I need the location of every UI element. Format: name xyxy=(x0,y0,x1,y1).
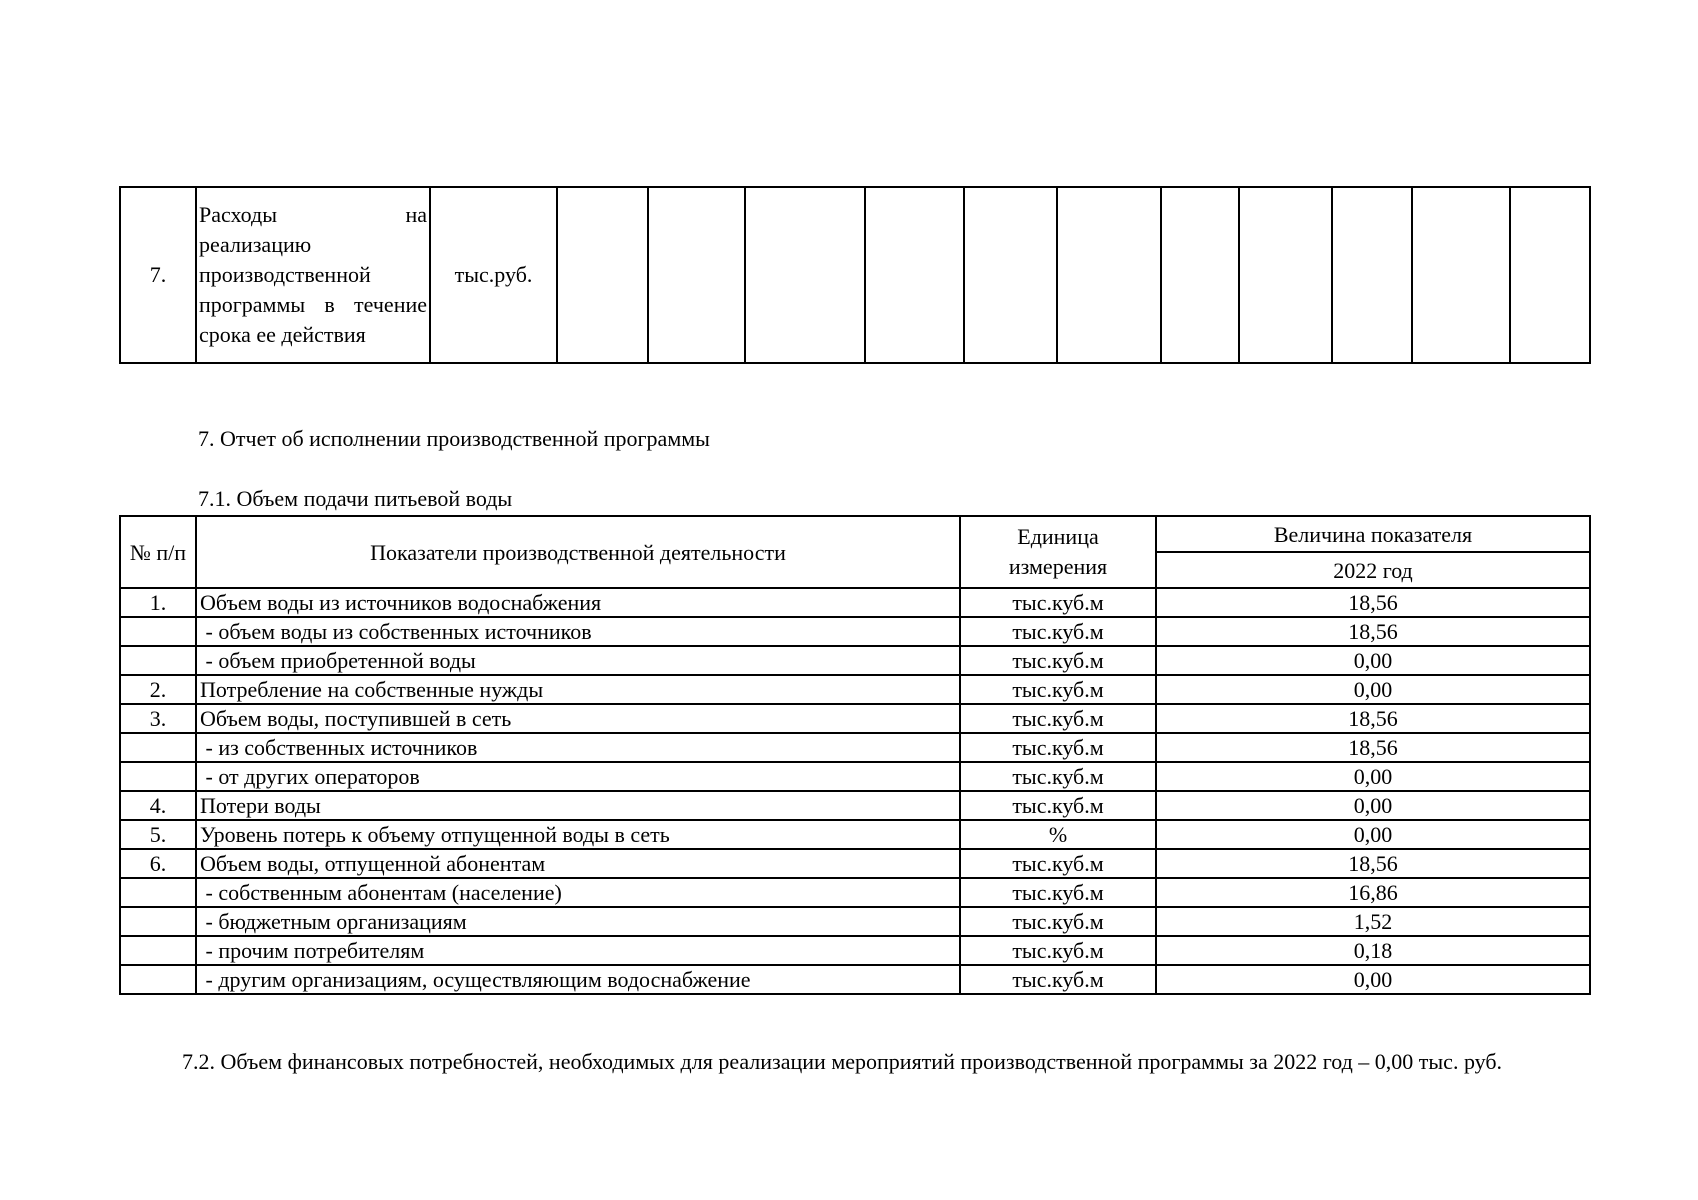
table-row xyxy=(120,617,1590,646)
row-value: 18,56 xyxy=(1156,704,1590,733)
row-indicator: - объем воды из собственных источников xyxy=(196,617,960,646)
row-value: 0,00 xyxy=(1156,791,1590,820)
top-row-empty-cell xyxy=(1332,187,1412,363)
top-row-name-line: срока ее действия xyxy=(199,322,366,347)
table-row xyxy=(120,733,1590,762)
row-unit: тыс.куб.м xyxy=(960,907,1156,936)
table-row xyxy=(120,849,1590,878)
table-row xyxy=(120,704,1590,733)
row-indicator: - из собственных источников xyxy=(196,733,960,762)
row-num: 6. xyxy=(120,849,196,878)
row-unit: тыс.куб.м xyxy=(960,762,1156,791)
table-row xyxy=(120,907,1590,936)
row-indicator: - бюджетным организациям xyxy=(196,907,960,936)
top-row-name-line: реализацию xyxy=(199,232,312,257)
top-row-empty-cell xyxy=(745,187,865,363)
table-row xyxy=(120,675,1590,704)
row-indicator: Уровень потерь к объему отпущенной воды в сеть xyxy=(196,820,960,849)
row-value: 1,52 xyxy=(1156,907,1590,936)
row-value: 0,00 xyxy=(1156,646,1590,675)
top-row-empty-cell xyxy=(1239,187,1332,363)
top-row-empty-cell xyxy=(964,187,1057,363)
row-num xyxy=(120,646,196,675)
row-indicator: - прочим потребителям xyxy=(196,936,960,965)
row-indicator: - другим организациям, осуществляющим водоснабжение xyxy=(196,965,960,994)
water-supply-table xyxy=(119,515,1591,995)
top-row-name-line: программы в течение xyxy=(199,292,427,317)
top-row-empty-cell xyxy=(1510,187,1590,363)
top-row-name xyxy=(196,187,430,363)
row-unit: тыс.куб.м xyxy=(960,675,1156,704)
row-unit: тыс.куб.м xyxy=(960,617,1156,646)
row-indicator: Потери воды xyxy=(196,791,960,820)
row-unit: тыс.куб.м xyxy=(960,849,1156,878)
top-row-number: 7. xyxy=(120,187,196,363)
row-value: 18,56 xyxy=(1156,849,1590,878)
table-row xyxy=(120,965,1590,994)
row-indicator: Потребление на собственные нужды xyxy=(196,675,960,704)
row-value: 0,00 xyxy=(1156,820,1590,849)
row-num: 1. xyxy=(120,588,196,617)
row-indicator: - собственным абонентам (население) xyxy=(196,878,960,907)
row-value: 0,00 xyxy=(1156,675,1590,704)
row-value: 0,00 xyxy=(1156,762,1590,791)
row-value: 18,56 xyxy=(1156,617,1590,646)
row-num: 4. xyxy=(120,791,196,820)
top-table-row xyxy=(120,187,1590,363)
top-row-empty-cell xyxy=(1161,187,1239,363)
top-row-empty-cell xyxy=(557,187,648,363)
row-unit: тыс.куб.м xyxy=(960,936,1156,965)
header-year: 2022 год xyxy=(1156,552,1590,588)
table-row xyxy=(120,791,1590,820)
row-num xyxy=(120,878,196,907)
row-value: 18,56 xyxy=(1156,588,1590,617)
top-row-name-line: производственной xyxy=(199,262,371,287)
table-header-row xyxy=(120,516,1590,552)
row-unit: тыс.куб.м xyxy=(960,791,1156,820)
row-unit: тыс.куб.м xyxy=(960,588,1156,617)
row-unit: тыс.куб.м xyxy=(960,878,1156,907)
top-row-empty-cell xyxy=(1057,187,1161,363)
row-indicator: Объем воды, отпущенной абонентам xyxy=(196,849,960,878)
header-unit-line: измерения xyxy=(1008,554,1108,579)
row-value: 18,56 xyxy=(1156,733,1590,762)
row-value: 16,86 xyxy=(1156,878,1590,907)
row-indicator: - от других операторов xyxy=(196,762,960,791)
row-value: 0,18 xyxy=(1156,936,1590,965)
row-unit: тыс.куб.м xyxy=(960,646,1156,675)
row-num: 5. xyxy=(120,820,196,849)
row-num xyxy=(120,965,196,994)
top-table xyxy=(119,186,1591,364)
table-row xyxy=(120,646,1590,675)
row-unit: тыс.куб.м xyxy=(960,733,1156,762)
top-row-empty-cell xyxy=(1412,187,1510,363)
table-row xyxy=(120,878,1590,907)
row-unit: тыс.куб.м xyxy=(960,704,1156,733)
section-subtitle: 7.1. Объем подачи питьевой воды xyxy=(198,486,513,511)
header-indicator: Показатели производственной деятельности xyxy=(196,516,960,588)
row-num xyxy=(120,907,196,936)
table-row xyxy=(120,762,1590,791)
row-unit: % xyxy=(960,820,1156,849)
table-row xyxy=(120,820,1590,849)
top-row-empty-cell xyxy=(648,187,745,363)
header-unit-line: Единица xyxy=(1017,524,1099,549)
header-unit xyxy=(960,516,1156,588)
row-num: 2. xyxy=(120,675,196,704)
header-value: Величина показателя xyxy=(1156,516,1590,552)
row-num xyxy=(120,936,196,965)
financial-note: 7.2. Объем финансовых потребностей, необходимых для реализации мероприятий производственной программы за 2022 год – 0,00 тыс. руб. xyxy=(182,1049,1503,1074)
table-row xyxy=(120,588,1590,617)
row-value: 0,00 xyxy=(1156,965,1590,994)
section-title: 7. Отчет об исполнении производственной программы xyxy=(198,426,710,451)
header-num: № п/п xyxy=(120,516,196,588)
row-num: 3. xyxy=(120,704,196,733)
row-indicator: - объем приобретенной воды xyxy=(196,646,960,675)
top-row-empty-cell xyxy=(865,187,964,363)
row-unit: тыс.куб.м xyxy=(960,965,1156,994)
row-indicator: Объем воды из источников водоснабжения xyxy=(196,588,960,617)
row-num xyxy=(120,762,196,791)
row-indicator: Объем воды, поступившей в сеть xyxy=(196,704,960,733)
top-row-unit: тыс.руб. xyxy=(430,187,557,363)
top-row-name-line: Расходы на xyxy=(199,202,427,227)
row-num xyxy=(120,617,196,646)
row-num xyxy=(120,733,196,762)
table-row xyxy=(120,936,1590,965)
